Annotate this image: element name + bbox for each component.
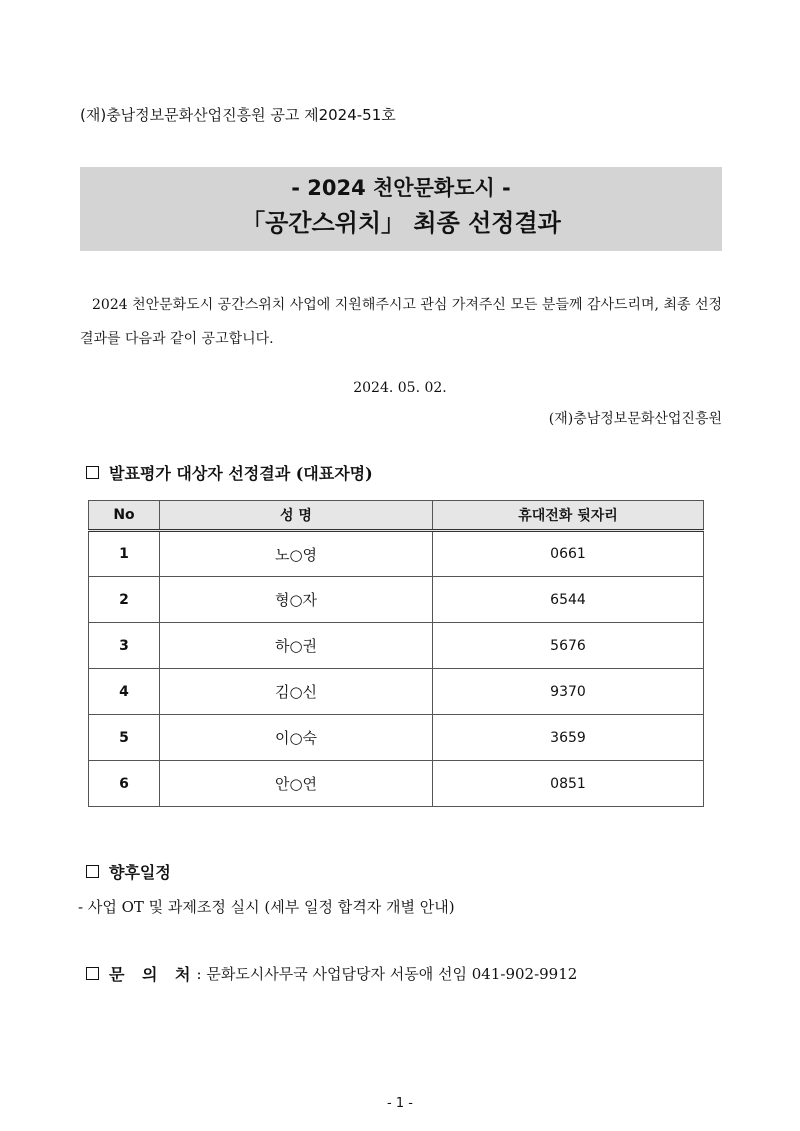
contact-info: : 문화도시사무국 사업담당자 서동애 선임 041-902-9912: [196, 965, 578, 983]
cell-phone: 9370: [433, 669, 704, 715]
issuing-organization: (재)충남정보문화산업진흥원: [548, 411, 722, 427]
column-header-phone: 휴대전화 뒷자리: [433, 501, 704, 531]
cell-no: 2: [89, 577, 160, 623]
title-line-2: 「공간스위치」 최종 선정결과: [241, 209, 561, 237]
checkbox-square-icon: [86, 466, 99, 479]
notice-date: 2024. 05. 02.: [353, 380, 447, 396]
column-header-name: 성 명: [160, 501, 433, 531]
cell-name: 하○권: [160, 623, 433, 669]
checkbox-square-icon: [86, 865, 99, 878]
cell-no: 1: [89, 531, 160, 577]
table-row: [89, 715, 704, 761]
checkbox-square-icon: [86, 967, 99, 980]
table-row: [89, 531, 704, 577]
intro-paragraph: 2024 천안문화도시 공간스위치 사업에 지원해주시고 관심 가져주신 모든 분들께 감사드리며, 최종 선정결과를 다음과 같이 공고합니다.: [80, 297, 722, 347]
section-title: 발표평가 대상자 선정결과 (대표자명): [109, 464, 373, 483]
cell-name: 이○숙: [160, 715, 433, 761]
section-contact: [86, 962, 577, 985]
section-schedule: [86, 860, 171, 883]
section-title: 향후일정: [109, 863, 171, 882]
cell-phone: 5676: [433, 623, 704, 669]
cell-phone: 3659: [433, 715, 704, 761]
cell-no: 4: [89, 669, 160, 715]
cell-phone: 0661: [433, 531, 704, 577]
cell-name: 안○연: [160, 761, 433, 807]
section-selection-results: [86, 461, 373, 484]
cell-no: 6: [89, 761, 160, 807]
table-row: [89, 623, 704, 669]
table-row: [89, 669, 704, 715]
title-banner: [80, 167, 722, 251]
cell-phone: 0851: [433, 761, 704, 807]
page-number: - 1 -: [387, 1096, 413, 1111]
table-row: [89, 577, 704, 623]
schedule-item: - 사업 OT 및 과제조정 실시 (세부 일정 합격자 개별 안내): [78, 898, 455, 916]
cell-name: 노○영: [160, 531, 433, 577]
cell-no: 5: [89, 715, 160, 761]
selection-results-table: [88, 500, 704, 807]
table-header-row: [89, 501, 704, 531]
contact-label: 문 의 처: [109, 965, 197, 984]
notice-number: (재)충남정보문화산업진흥원 공고 제2024-51호: [80, 106, 396, 124]
cell-name: 김○신: [160, 669, 433, 715]
title-line-1: - 2024 천안문화도시 -: [291, 176, 511, 200]
column-header-no: No: [89, 501, 160, 531]
table-row: [89, 761, 704, 807]
cell-no: 3: [89, 623, 160, 669]
cell-name: 형○자: [160, 577, 433, 623]
cell-phone: 6544: [433, 577, 704, 623]
